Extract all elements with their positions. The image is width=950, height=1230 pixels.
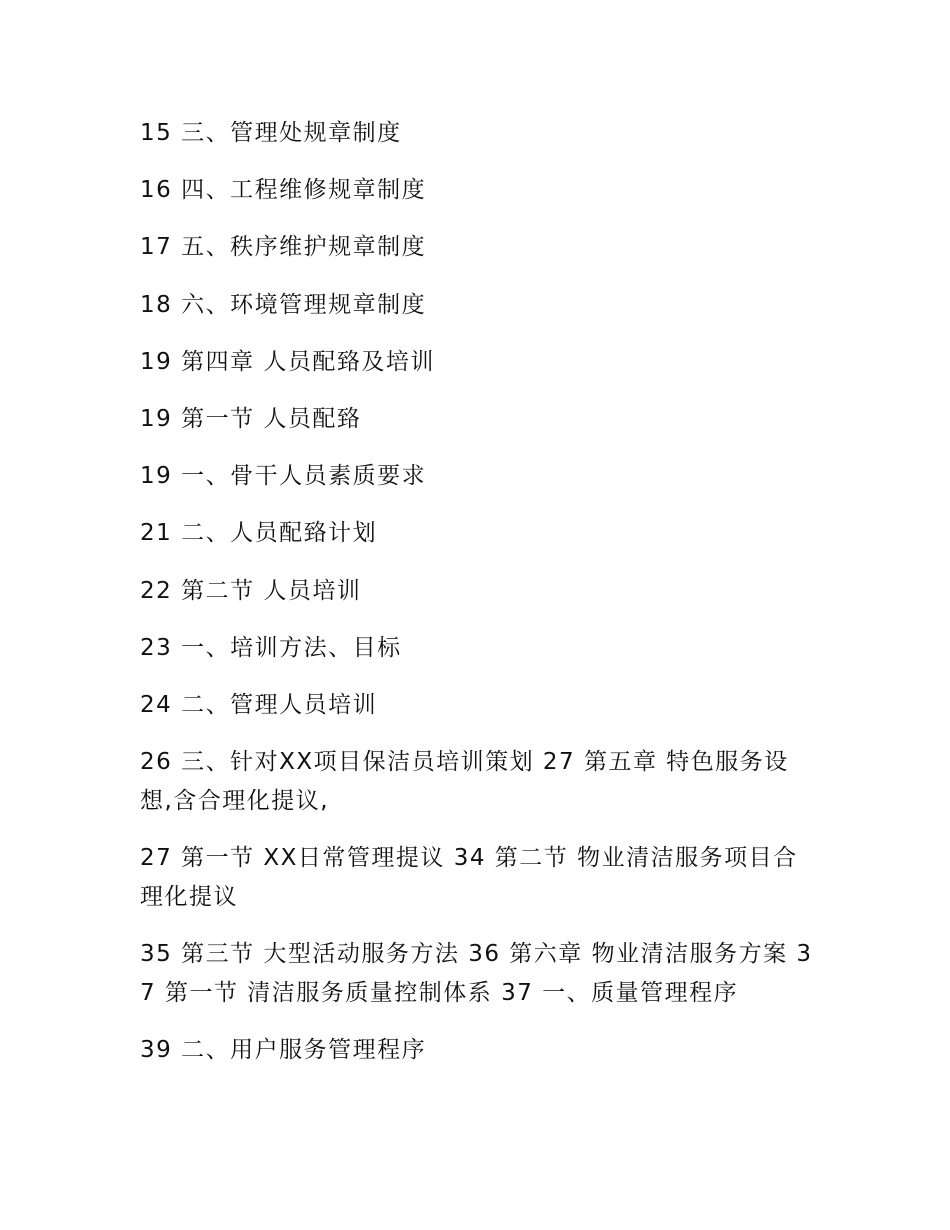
toc-line: 21 二、人员配臵计划 xyxy=(140,520,378,547)
toc-line: 22 第二节 人员培训 xyxy=(140,577,362,604)
toc-line: 19 一、骨干人员素质要求 xyxy=(140,463,427,490)
toc-line: 23 一、培训方法、目标 xyxy=(140,634,402,661)
toc-content xyxy=(140,114,820,1088)
toc-line: 16 四、工程维修规章制度 xyxy=(140,177,427,204)
toc-line: 17 五、秩序维护规章制度 xyxy=(140,234,427,261)
toc-line: 27 第一节 XX日常管理提议 34 第二节 物业清洁服务项目合理化提议 xyxy=(140,845,798,910)
toc-line: 18 六、环境管理规章制度 xyxy=(140,291,427,318)
toc-line: 39 二、用户服务管理程序 xyxy=(140,1037,427,1064)
toc-line: 26 三、针对XX项目保洁员培训策划 27 第五章 特色服务设想,含合理化提议, xyxy=(140,749,789,814)
toc-line: 15 三、管理处规章制度 xyxy=(140,120,402,146)
toc-line: 19 第四章 人员配臵及培训 xyxy=(140,348,435,375)
toc-line: 24 二、管理人员培训 xyxy=(140,691,378,718)
toc-line: 35 第三节 大型活动服务方法 36 第六章 物业清洁服务方案 37 第一节 清洁服务质量控制体系 37 一、质量管理程序 xyxy=(140,941,813,1006)
toc-line: 19 第一节 人员配臵 xyxy=(140,405,362,432)
